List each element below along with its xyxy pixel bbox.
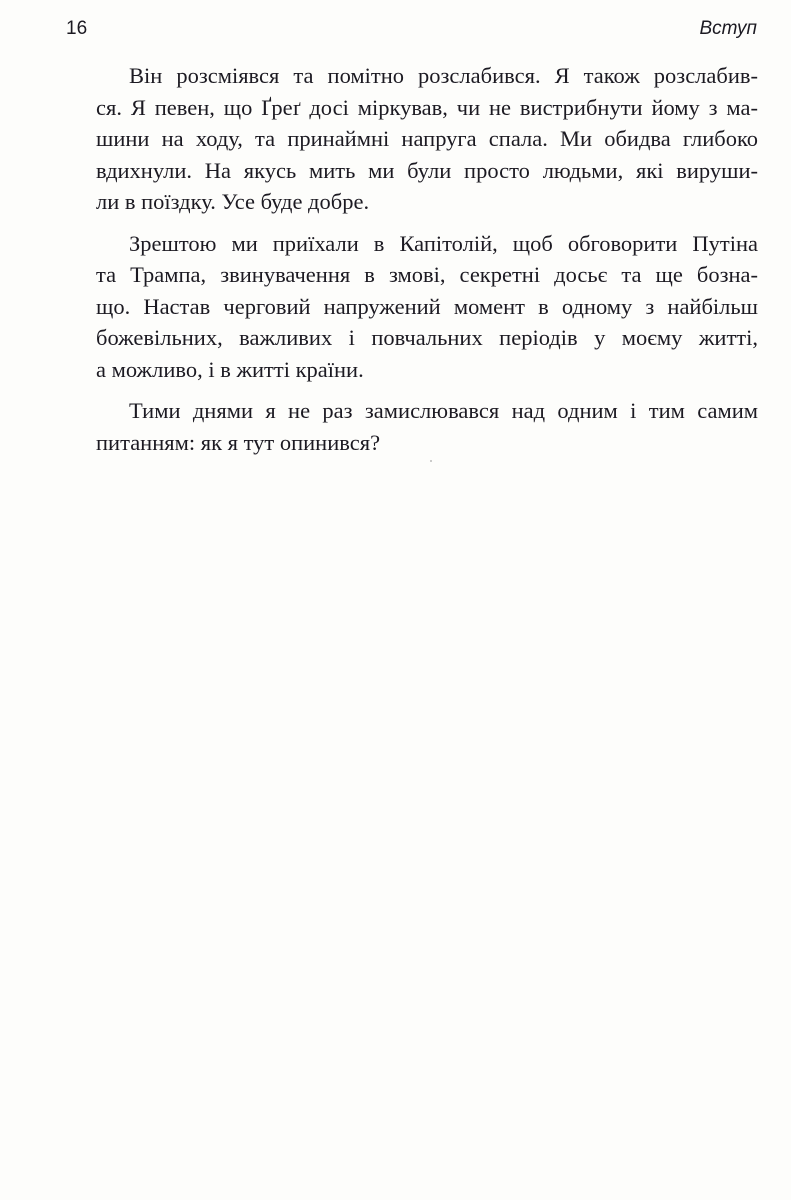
text-line: вдихнули. На якусь мить ми були просто людьми, які вируши- [96,157,758,183]
scan-speck [430,460,432,462]
page-number: 16 [66,18,88,39]
text-line: Зрештою ми приїхали в Капітолій, щоб обговорити Путіна [129,230,758,256]
text-line: а можливо, і в житті країни. [96,356,364,382]
text-line: ся. Я певен, що Ґреґ досі міркував, чи не вистрибнути йому з ма- [96,94,758,120]
text-line: та Трампа, звинувачення в змові, секретні досьє та ще бозна- [96,262,758,287]
page-body [96,60,758,468]
text-line: ли в поїздку. Усе буде добре. [96,189,370,214]
text-line: божевільних, важливих і повчальних періодів у моєму житті, [96,325,758,350]
text-line: Він розсміявся та помітно розслабився. Я також розслабив- [129,63,758,88]
text-line: питанням: як я тут опинився? [96,429,381,455]
text-line: шини на ходу, та принаймні напруга спала. Ми обидва глибоко [96,126,758,151]
paragraph [96,228,758,386]
paragraph [96,60,758,218]
text-line: що. Настав черговий напружений момент в одному з найбільш [96,293,758,319]
running-title: Вступ [699,18,757,39]
text-line: Тими днями я не раз замислювався над одним і тим самим [129,398,758,423]
paragraph [96,395,758,458]
